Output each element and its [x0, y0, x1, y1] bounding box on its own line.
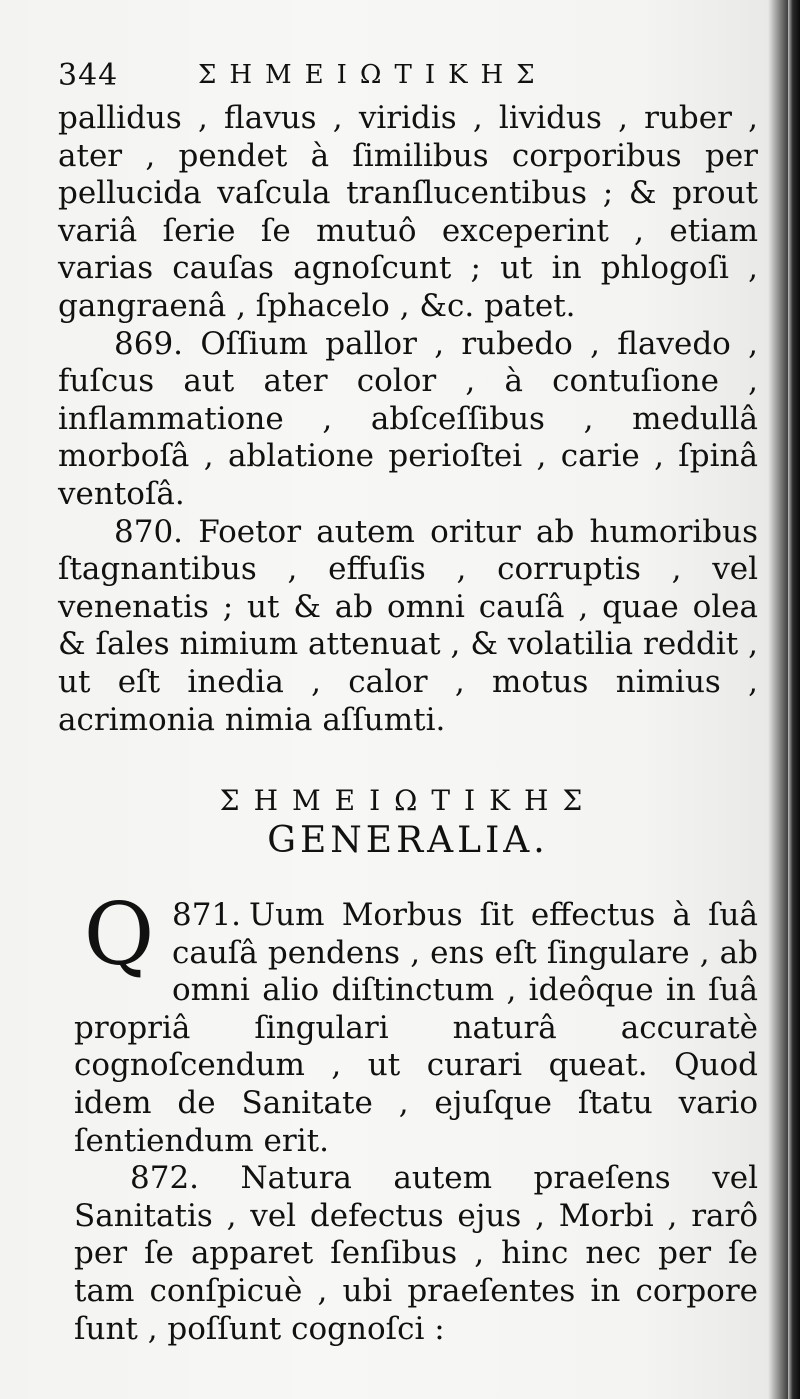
drop-cap: Q	[83, 885, 155, 985]
section-heading-latin: GENERALIA.	[267, 820, 549, 861]
paragraph-869: 869. Oſſium pallor , rubedo , flavedo , fuſcus aut ater color , à contuſione , inflammatione , abſceſſibus , medullâ morboſâ , ablatione perioſtei , carie , ſpinâ ventoſâ.	[58, 325, 758, 512]
paragraph-871-text: Uum Morbus ſit effectus à ſuâ cauſâ pendens , ens eſt ſingulare , ab omni alio diſtinctum , ideôque in ſuâ propriâ ſingulari naturâ accuratè cognoſcendum , ut curari queat. Quod idem de Sanitate , ejuſque ſtatu vario ſentiendum erit.	[74, 897, 758, 1159]
book-spine-shadow	[788, 0, 800, 1399]
paragraph-871	[74, 885, 758, 1160]
section-heading-greek: ΣΗΜΕΙΩΤΙΚΗΣ	[219, 784, 597, 817]
paragraph-872: 872. Natura autem praeſens vel Sanitatis , vel defectus ejus , Morbi , rarô per ſe apparet ſenſibus , hinc nec per ſe tam conſpicuè , ubi praeſentes in corpore ſunt , poſſunt cognoſci :	[74, 1160, 758, 1347]
page-number: 344	[58, 58, 119, 93]
text-block-top	[58, 100, 758, 739]
paragraph-868-cont: pallidus , flavus , viridis , lividus , ruber , ater , pendet à ſimilibus corporibus per pellucida vaſcula tranſlucentibus ; & prout variâ ſerie ſe mutuô exceperint , etiam varias cauſas agnoſcunt ; ut in phlogoſi , gangraenâ , ſphacelo , &c. patet.	[58, 100, 758, 324]
paragraph-870: 870. Foetor autem oritur ab humoribus ſtagnantibus , effuſis , corruptis , vel venenatis ; ut & ab omni cauſâ , quae olea & ſales nimium attenuat , & volatilia reddit , ut eſt inedia , calor , motus nimius , acrimonia nimia aſſumti.	[58, 513, 758, 738]
text-block-bottom	[74, 885, 758, 1348]
running-head	[58, 58, 618, 98]
running-head-title: ΣΗΜΕΙΩΤΙΚΗΣ	[198, 60, 548, 90]
paragraph-871-number: 871.	[172, 897, 242, 933]
section-heading	[58, 783, 758, 863]
